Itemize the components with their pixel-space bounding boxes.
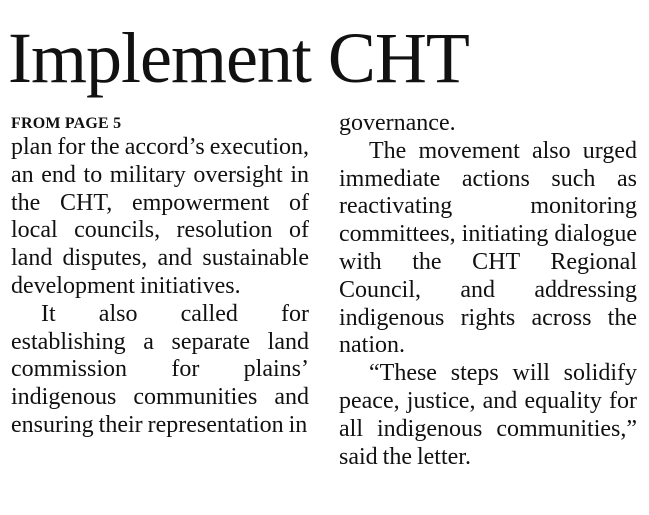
article-column-right: [339, 110, 637, 471]
article-paragraph: The movement also urged immediate actions such as reactivating monitoring committees, initiating dialogue with the CHT Regional Council, and addressing indigenous rights across the nation.: [339, 137, 637, 359]
article-column-left: [11, 110, 309, 440]
article-paragraph: “These steps will solidify peace, justice, and equality for all indigenous communities,” said the letter.: [339, 360, 637, 470]
continuation-kicker: FROM PAGE 5: [11, 115, 122, 132]
article-paragraph: governance.: [339, 110, 456, 136]
article-paragraph: plan for the accord’s execution, an end to military oversight in the CHT, empowerment of local councils, resolution of land disputes, and sustainable development initiatives.: [11, 134, 309, 299]
headline: Implement CHT: [8, 18, 469, 98]
article-paragraph: It also called for establishing a separate land commission for plains’ indigenous communities and ensuring their representation in: [11, 300, 309, 438]
